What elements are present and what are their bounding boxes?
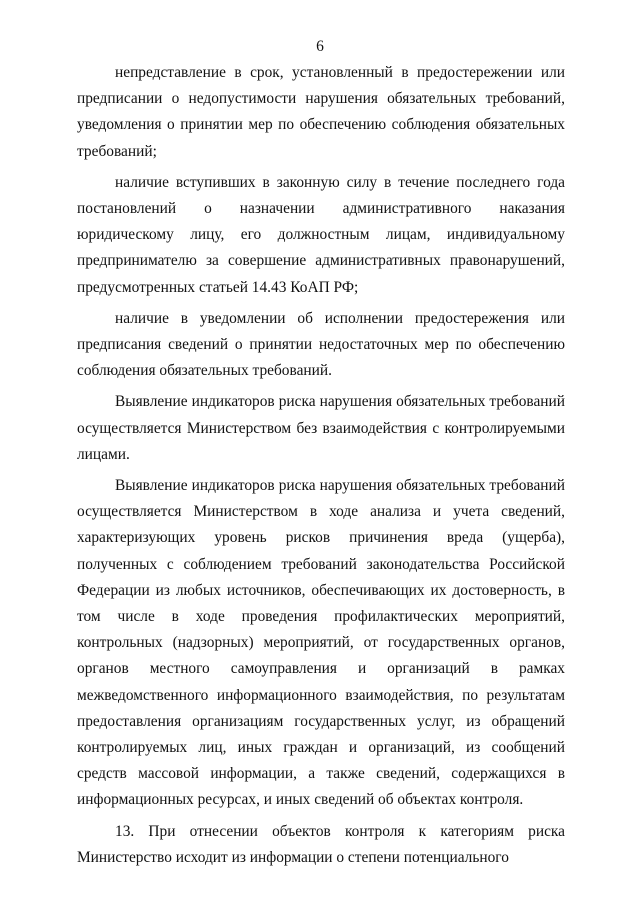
paragraph-insufficient-measures: наличие в уведомлении об исполнении предостережения или предписания сведений о принятии недостаточных мер по обеспечению соблюдения обязательных требований. xyxy=(77,309,565,380)
document-body xyxy=(77,60,565,871)
paragraph-risk-indicators-analysis: Выявление индикаторов риска нарушения обязательных требований осуществляется Министерством в ходе анализа и учета сведений, характеризующих уровень рисков причинения вреда (ущерба), полученных с соблюдением требований законодательства Российской Федерации из любых источников, обеспечивающих их достоверность, в том числе в ходе проведения профилактических мероприятий, контрольных (надзорных) мероприятий, от государственных органов, органов местного самоуправления и организаций в рамках межведомственного информационного взаимодействия, по результатам предоставления организациям государственных услуг, из обращений контролируемых лиц, иных граждан и организаций, из сообщений средств массовой информации, а также сведений, содержащихся в информационных ресурсах, и иных сведений об объектах контроля. xyxy=(77,477,565,809)
paragraph-nonsubmission: непредставление в срок, установленный в предостережении или предписании о недопустимости нарушения обязательных требований, уведомления о принятии мер по обеспечению соблюдения обязательных требований; xyxy=(77,64,565,160)
paragraph-risk-indicators-no-interaction: Выявление индикаторов риска нарушения обязательных требований осуществляется Министерством без взаимодействия с контролируемыми лицами. xyxy=(77,393,565,463)
paragraph-administrative-penalties: наличие вступивших в законную силу в течение последнего года постановлений о назначении административного наказания юридическому лицу, его должностным лицам, индивидуальному предпринимателю за совершение административных правонарушений, предусмотренных статьей 14.43 КоАП РФ; xyxy=(77,173,565,296)
paragraph-item-13: 13. При отнесении объектов контроля к категориям риска Министерство исходит из информации о степени потенциального xyxy=(77,822,565,866)
page-number: 6 xyxy=(316,38,324,55)
